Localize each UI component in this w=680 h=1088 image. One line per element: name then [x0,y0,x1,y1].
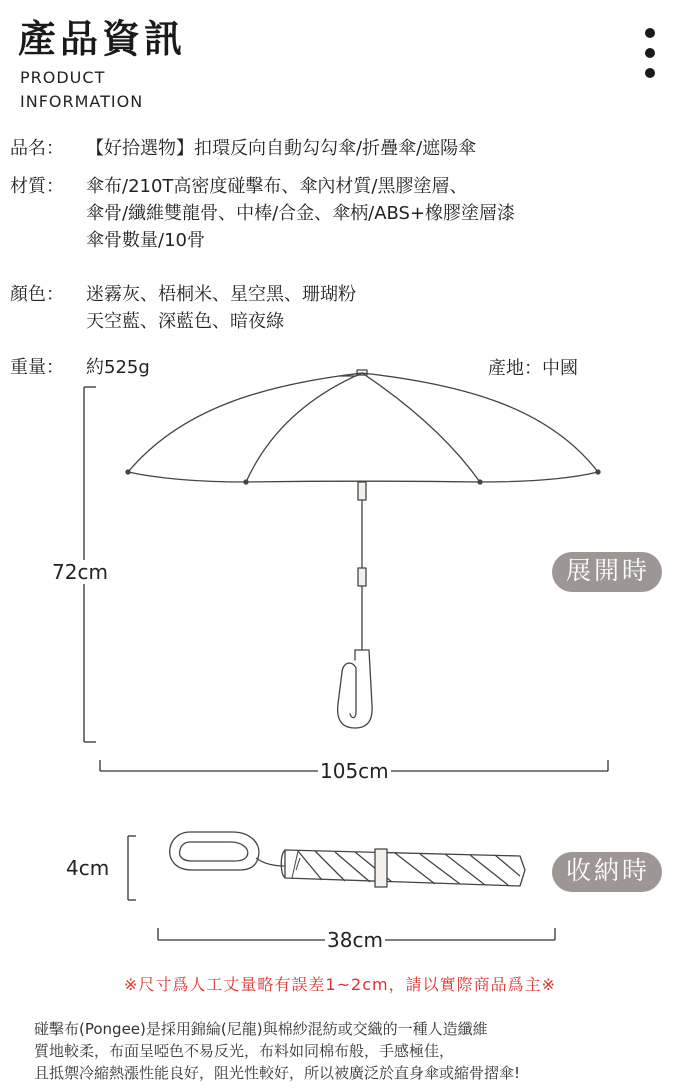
folded-height-label: 4cm [66,856,110,880]
spec-material-line1: 傘布/210T高密度碰擊布、傘內材質/黑膠塗層、 [86,176,468,197]
spec-material-line2: 傘骨/纖維雙龍骨、中棒/合金、傘柄/ABS+橡膠塗層漆 [86,203,516,224]
open-umbrella-drawing [126,370,600,728]
spec-color-line1: 迷霧灰、梧桐米、星空黑、珊瑚粉 [86,284,356,305]
spec-weight-label: 重量： [10,357,64,378]
open-state-badge: 展開時 [552,552,662,592]
description-line3: 且抵禦冷縮熱漲性能良好，阻光性較好，所以被廣泛於直身傘或縮骨摺傘! [34,1064,521,1082]
spec-origin: 產地：中國 [488,358,578,379]
subtitle-information: INFORMATION [20,92,144,111]
spec-material-label: 材質： [10,176,64,197]
page-title: 產品資訊 [18,17,187,61]
measurement-note: ※尺寸爲人工丈量略有誤差1~2cm，請以實際商品爲主※ [124,975,556,994]
spec-color-line2: 天空藍、深藍色、暗夜綠 [86,311,284,332]
open-width-label: 105cm [320,759,389,783]
spec-color-label: 顏色： [10,284,64,305]
spec-name-label: 品名： [10,138,64,159]
folded-umbrella-drawing [170,832,525,887]
folded-height-dimension [128,836,136,900]
spec-weight-value: 約525g [86,357,150,378]
folded-length-label: 38cm [327,928,383,952]
spec-name-value: 【好拾選物】扣環反向自動勾勾傘/折疊傘/遮陽傘 [86,138,477,159]
subtitle-product: PRODUCT [20,68,106,87]
spec-material-line3: 傘骨數量/10骨 [86,230,205,251]
description-line2: 質地較柔，布面呈啞色不易反光，布料如同棉布般，手感極佳， [34,1042,455,1060]
open-height-label: 72cm [52,560,108,584]
folded-state-badge: 收納時 [552,852,662,892]
description-line1: 碰擊布(Pongee)是採用錦綸(尼龍)與棉紗混紡或交織的一種人造纖維 [34,1020,488,1038]
